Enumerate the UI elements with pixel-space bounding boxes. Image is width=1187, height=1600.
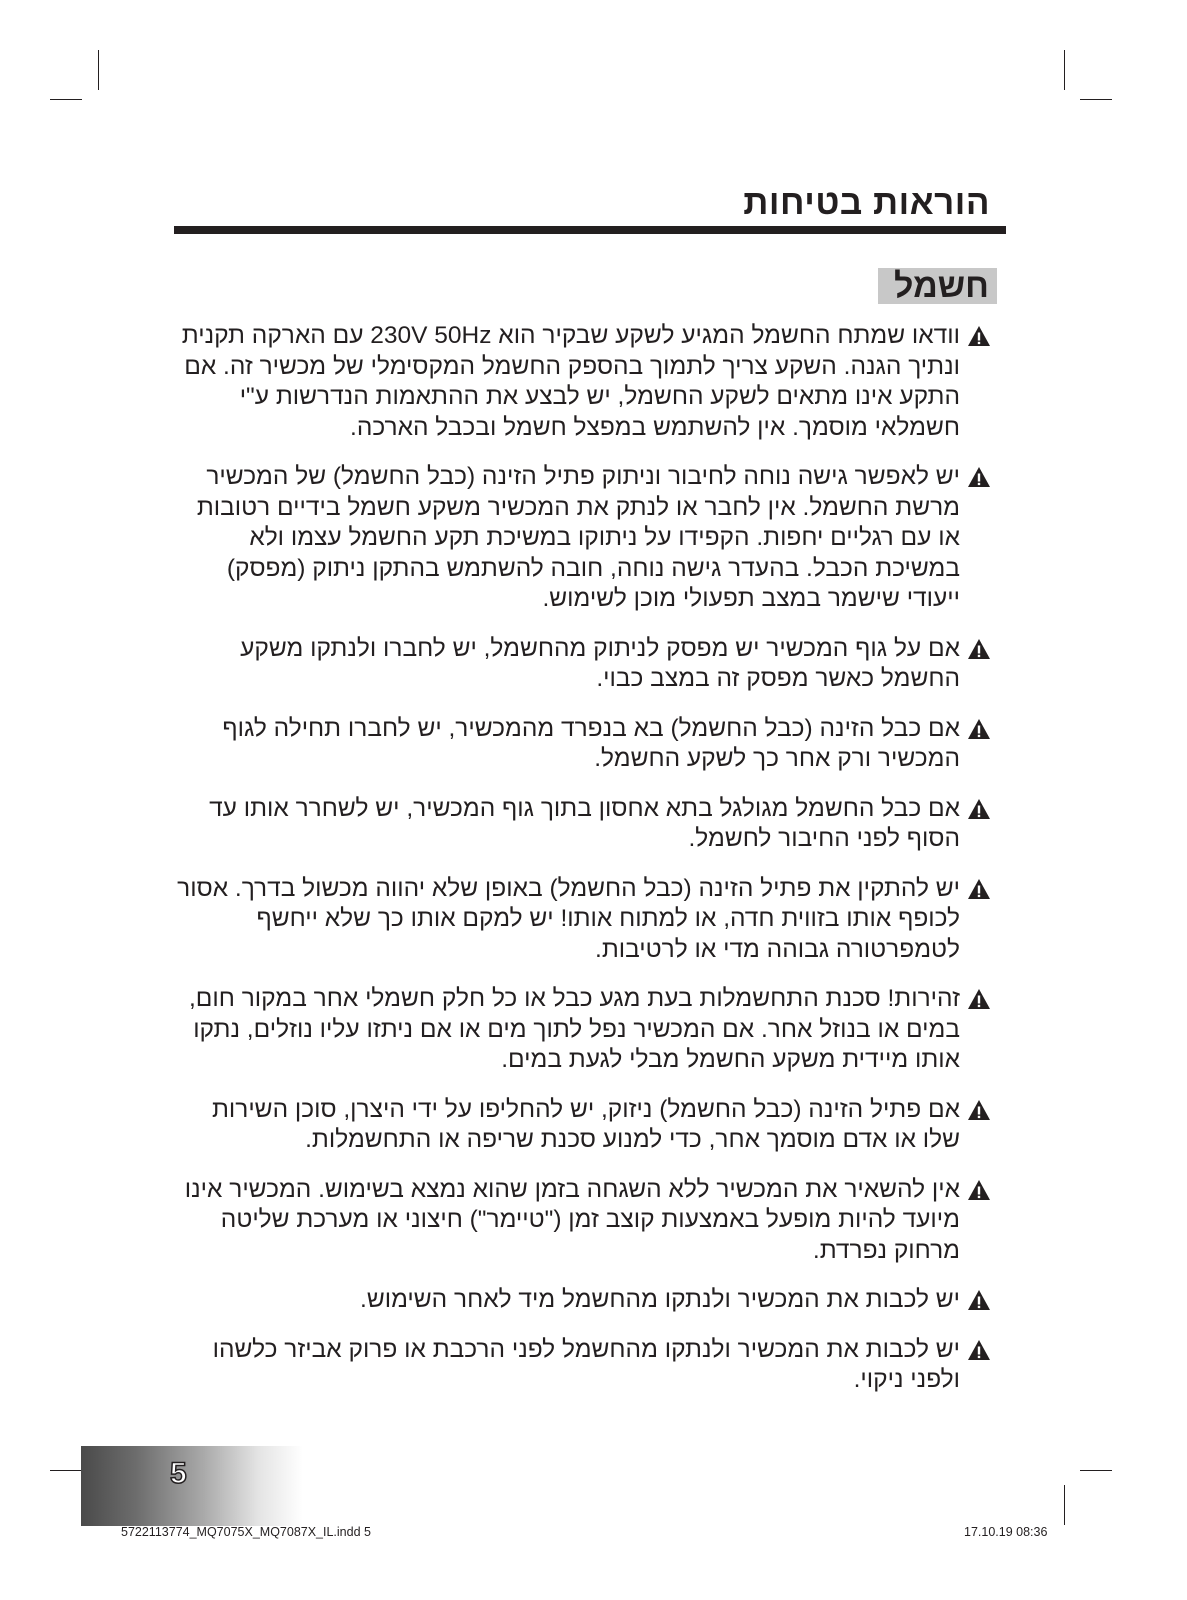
- warning-triangle-icon: [967, 798, 991, 820]
- warning-item: [171, 714, 991, 775]
- warning-item: [171, 321, 991, 443]
- warning-item: [171, 984, 991, 1076]
- warning-text: יש לאפשר גישה נוחה לחיבור וניתוק פתיל הזינה (כבל החשמל) של המכשיר מרשת החשמל. אין לחבר או לנתק את המכשיר משקע חשמל בידיים רטובות או עם רגליים יחפות. הקפידו על ניתוקו במשיכת תקע החשמל עצמו ולא במשיכת הכבל. בהעדר גישה נוחה, חובה להשתמש בהתקן ניתוק (מפסק) ייעודי שישמר במצב תפעולי מוכן לשימוש.: [196, 463, 960, 612]
- warning-triangle-icon: [967, 988, 991, 1010]
- warning-text: יש לכבות את המכשיר ולנתקו מהחשמל לפני הרכבת או פרוק אביזר כלשהו ולפני ניקוי.: [212, 1335, 960, 1393]
- warning-text: אם פתיל הזינה (כבל החשמל) ניזוק, יש להחליפו על ידי היצרן, סוכן השירות שלו או אדם מוסמך אחר, כדי למנוע סכנת שריפה או התחשמלות.: [211, 1095, 960, 1153]
- warning-triangle-icon: [967, 466, 991, 488]
- warning-text: אם על גוף המכשיר יש מפסק לניתוק מהחשמל, יש לחברו ולנתקו משקע החשמל כאשר מפסק זה במצב כבוי.: [240, 634, 960, 692]
- warning-item: [171, 874, 991, 966]
- warning-triangle-icon: [967, 1339, 991, 1361]
- footer-date: 17.10.19 08:36: [964, 1525, 1048, 1539]
- crop-mark: [98, 50, 99, 90]
- warning-item: [171, 462, 991, 615]
- warning-item: [171, 1175, 991, 1267]
- page-number-tab: [81, 1446, 303, 1526]
- warning-item: [171, 1285, 991, 1316]
- crop-mark: [50, 99, 82, 100]
- warning-text: וודאו שמתח החשמל המגיע לשקע שבקיר הוא 230V 50Hz עם הארקה תקנית ונתיך הגנה. השקע צריך לתמוך בהספק החשמל המקסימלי של מכשיר זה. אם התקע אינו מתאים לשקע החשמל, יש לבצע את ההתאמות הנדרשות ע"י חשמלאי מוסמך. אין להשתמש במפצל חשמל ובכבל הארכה.: [181, 322, 960, 441]
- warning-text: יש להתקין את פתיל הזינה (כבל החשמל) באופן שלא יהווה מכשול בדרך. אסור לכופף אותו בזווית חדה, או למתוח אותו! יש למקם אותו כך שלא ייחשף לטמפרטורה גבוהה מדי או לרטיבות.: [177, 874, 960, 963]
- warning-triangle-icon: [967, 1179, 991, 1201]
- crop-mark: [1064, 50, 1065, 90]
- warning-triangle-icon: [967, 718, 991, 740]
- warning-list: [171, 321, 991, 1415]
- warning-text: אם כבל הזינה (כבל החשמל) בא בנפרד מהמכשיר, יש לחברו תחילה לגוף המכשיר ורק אחר כך לשקע החשמל.: [222, 714, 960, 772]
- page-number: 5: [170, 1457, 187, 1490]
- crop-mark: [1080, 99, 1112, 100]
- warning-triangle-icon: [967, 1289, 991, 1311]
- crop-mark: [1080, 1470, 1112, 1471]
- warning-triangle-icon: [967, 638, 991, 660]
- title-rule: [174, 226, 1006, 234]
- warning-item: [171, 794, 991, 855]
- warning-item: [171, 1095, 991, 1156]
- warning-text: אם כבל החשמל מגולגל בתא אחסון בתוך גוף המכשיר, יש לשחרר אותו עד הסוף לפני החיבור לחשמל.: [209, 794, 960, 852]
- warning-item: [171, 1335, 991, 1396]
- warning-triangle-icon: [967, 1099, 991, 1121]
- warning-triangle-icon: [967, 325, 991, 347]
- crop-mark: [50, 1470, 82, 1471]
- section-heading: חשמל: [878, 268, 997, 304]
- warning-triangle-icon: [967, 878, 991, 900]
- page-title: הוראות בטיחות: [743, 183, 990, 222]
- crop-mark: [1064, 1485, 1065, 1525]
- warning-item: [171, 634, 991, 695]
- warning-text: יש לכבות את המכשיר ולנתקו מהחשמל מיד לאחר השימוש.: [360, 1286, 960, 1313]
- warning-text: אין להשאיר את המכשיר ללא השגחה בזמן שהוא נמצא בשימוש. המכשיר אינו מיועד להיות מופעל באמצעות קוצב זמן ("טיימר") חיצוני או מערכת שליטה מרחוק נפרדת.: [184, 1175, 960, 1264]
- footer-file-name: 5722113774_MQ7075X_MQ7087X_IL.indd 5: [121, 1525, 371, 1539]
- warning-text: זהירות! סכנת התחשמלות בעת מגע כבל או כל חלק חשמלי אחר במקור חום, במים או בנוזל אחר. אם המכשיר נפל לתוך מים או אם ניתזו עליו נוזלים, נתקו אותו מיידית משקע החשמל מבלי לגעת במים.: [188, 985, 960, 1073]
